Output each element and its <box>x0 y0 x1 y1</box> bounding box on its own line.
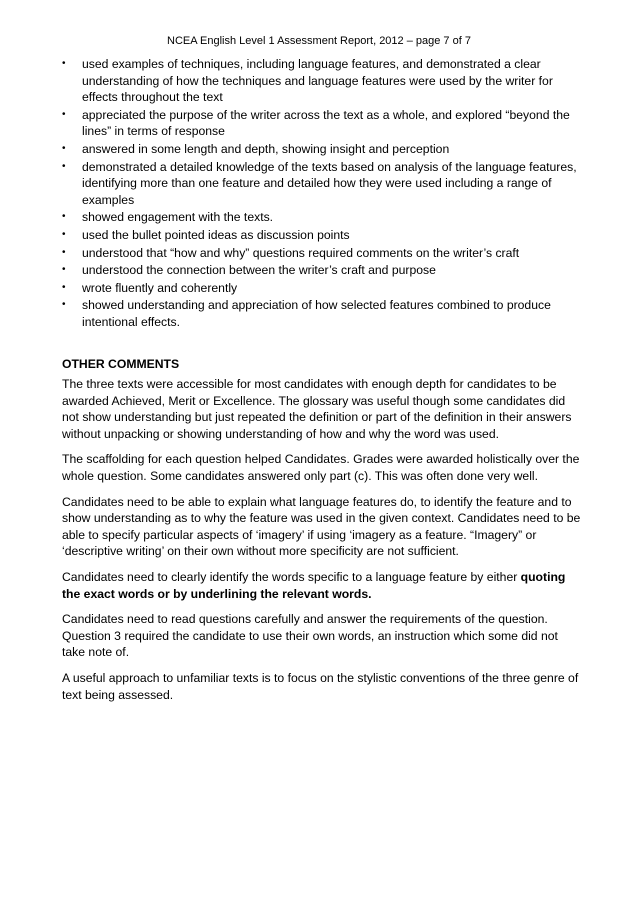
bullet-text: understood the connection between the writer’s craft and purpose <box>82 263 436 278</box>
paragraph-text: Candidates need to clearly identify the words specific to a language feature by either <box>62 570 521 585</box>
bullet-glyph: • <box>62 281 66 293</box>
bullet-glyph: • <box>62 228 66 240</box>
bullet-text: understood that “how and why” questions required comments on the writer’s craft <box>82 245 520 260</box>
bullet-glyph: • <box>62 246 66 258</box>
bullet-text: answered in some length and depth, showing insight and perception <box>82 141 450 156</box>
bullet-glyph: • <box>62 58 66 69</box>
bullet-text: used the bullet pointed ideas as discussion points <box>82 227 350 242</box>
paragraph: The three texts were accessible for most candidates with enough depth for candidates to be awarded Achieved, Merit or Excellence. The glossary was useful though some candidates did not show understanding but just repeated the definition or part of the definition in their answers without unpacking or showing understanding of how and why the word was used. <box>62 377 572 441</box>
bullet-item <box>62 107 582 140</box>
bullet-glyph: • <box>62 299 66 311</box>
paragraph: The scaffolding for each question helped Candidates. Grades were awarded holistically over the whole question. Some candidates answered only part (c). This was often done very well. <box>62 452 580 484</box>
bullet-text: demonstrated a detailed knowledge of the texts based on analysis of the language features, identifying more than one feature and detailed how they were used including a range of examples <box>82 159 577 207</box>
bullet-glyph: • <box>62 108 66 120</box>
bullet-item <box>62 56 582 106</box>
bullet-item <box>62 141 582 158</box>
bullet-item <box>62 209 582 226</box>
page-body <box>62 56 582 712</box>
paragraph: A useful approach to unfamiliar texts is to focus on the stylistic conventions of the three genre of text being assessed. <box>62 671 579 702</box>
bullet-list <box>62 56 582 331</box>
bullet-item <box>62 280 582 297</box>
bullet-item <box>62 262 582 279</box>
bullet-text: appreciated the purpose of the writer across the text as a whole, and explored “beyond the lines” in terms of response <box>82 107 570 139</box>
bullet-text: wrote fluently and coherently <box>82 280 238 295</box>
bullet-glyph: • <box>62 160 66 172</box>
paragraph: Candidates need to be able to explain what language features do, to identify the feature and to show understanding as to why the feature was used in the given context. Candidates need to be able to specify particular aspects of ‘imagery’ if using ‘imagery as a feature. “Imagery” or ‘descriptive writing’ on their own without more specificity are not sufficient. <box>62 494 581 559</box>
bullet-item <box>62 245 582 262</box>
bullet-text: showed understanding and appreciation of how selected features combined to produce intentional effects. <box>82 298 551 329</box>
bullet-item <box>62 297 582 330</box>
bullet-glyph: • <box>62 264 66 276</box>
paragraph: Candidates need to read questions carefully and answer the requirements of the question. Question 3 required the candidate to use their own words, an instruction which some did not take note of. <box>62 612 558 660</box>
bullet-text: used examples of techniques, including language features, and demonstrated a clear understanding of how the techniques and language features were used by the writer for effects throughout the text <box>82 57 553 105</box>
running-header: NCEA English Level 1 Assessment Report, 2012 – page 7 of 7 <box>167 35 471 47</box>
paragraph-bold-text: quoting the exact words or by underlining the relevant words. <box>62 570 566 601</box>
section-heading-other-comments: OTHER COMMENTS <box>62 356 180 371</box>
bullet-item <box>62 159 582 209</box>
bullet-glyph: • <box>62 142 66 154</box>
bullet-glyph: • <box>62 211 66 223</box>
bullet-text: showed engagement with the texts. <box>82 210 274 225</box>
bullet-item <box>62 227 582 244</box>
paragraph <box>62 569 582 602</box>
